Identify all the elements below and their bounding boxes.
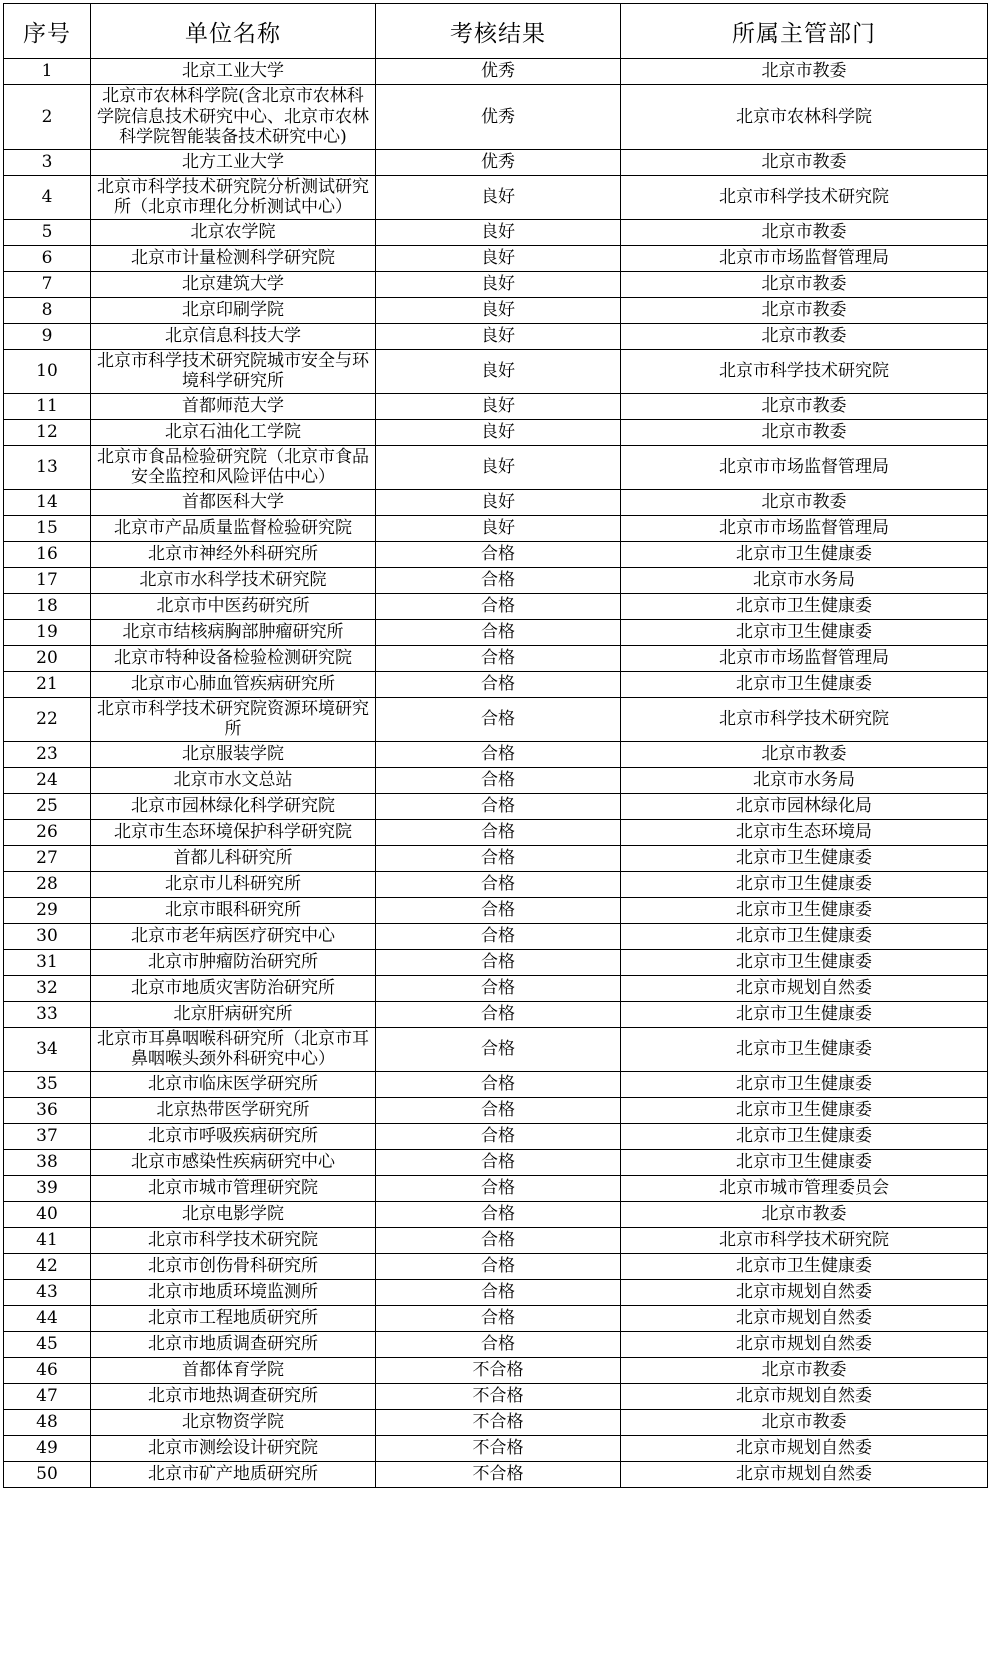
result-cell: 合格 bbox=[376, 1149, 621, 1175]
table-row bbox=[4, 489, 988, 515]
table-row bbox=[4, 1027, 988, 1071]
table-row bbox=[4, 1001, 988, 1027]
unit-name-cell: 北京印刷学院 bbox=[91, 297, 376, 323]
table-row bbox=[4, 349, 988, 393]
department-cell: 北京市市场监督管理局 bbox=[621, 515, 988, 541]
table-row bbox=[4, 1227, 988, 1253]
result-cell: 良好 bbox=[376, 489, 621, 515]
unit-name-cell: 北京市结核病胸部肿瘤研究所 bbox=[91, 619, 376, 645]
unit-name-cell: 北京市肿瘤防治研究所 bbox=[91, 949, 376, 975]
table-header-row bbox=[4, 4, 988, 59]
department-cell: 北京市教委 bbox=[621, 271, 988, 297]
department-cell: 北京市卫生健康委 bbox=[621, 1149, 988, 1175]
unit-name-cell: 北京市产品质量监督检验研究院 bbox=[91, 515, 376, 541]
department-cell: 北京市教委 bbox=[621, 149, 988, 175]
unit-name-cell: 北京电影学院 bbox=[91, 1201, 376, 1227]
row-number: 35 bbox=[4, 1071, 91, 1097]
result-cell: 合格 bbox=[376, 619, 621, 645]
result-cell: 合格 bbox=[376, 1027, 621, 1071]
row-number: 30 bbox=[4, 923, 91, 949]
assessment-results-table bbox=[3, 3, 988, 1488]
unit-name-cell: 北京市城市管理研究院 bbox=[91, 1175, 376, 1201]
unit-name-cell: 北京市特种设备检验检测研究院 bbox=[91, 645, 376, 671]
table-row bbox=[4, 1305, 988, 1331]
table-row bbox=[4, 1123, 988, 1149]
table-row bbox=[4, 845, 988, 871]
department-cell: 北京市园林绿化局 bbox=[621, 793, 988, 819]
table-row bbox=[4, 541, 988, 567]
row-number: 40 bbox=[4, 1201, 91, 1227]
table-row bbox=[4, 567, 988, 593]
department-cell: 北京市卫生健康委 bbox=[621, 1027, 988, 1071]
department-cell: 北京市教委 bbox=[621, 323, 988, 349]
department-cell: 北京市科学技术研究院 bbox=[621, 349, 988, 393]
result-cell: 良好 bbox=[376, 245, 621, 271]
result-cell: 良好 bbox=[376, 515, 621, 541]
department-cell: 北京市教委 bbox=[621, 741, 988, 767]
department-cell: 北京市规划自然委 bbox=[621, 1305, 988, 1331]
result-cell: 合格 bbox=[376, 645, 621, 671]
result-cell: 合格 bbox=[376, 1123, 621, 1149]
table-row bbox=[4, 1357, 988, 1383]
result-cell: 合格 bbox=[376, 923, 621, 949]
result-cell: 不合格 bbox=[376, 1383, 621, 1409]
table-row bbox=[4, 1175, 988, 1201]
result-cell: 优秀 bbox=[376, 59, 621, 85]
department-cell: 北京市城市管理委员会 bbox=[621, 1175, 988, 1201]
table-row bbox=[4, 1071, 988, 1097]
row-number: 27 bbox=[4, 845, 91, 871]
result-cell: 合格 bbox=[376, 697, 621, 741]
result-cell: 合格 bbox=[376, 1201, 621, 1227]
department-cell: 北京市卫生健康委 bbox=[621, 619, 988, 645]
row-number: 3 bbox=[4, 149, 91, 175]
table-row bbox=[4, 819, 988, 845]
department-cell: 北京市教委 bbox=[621, 1409, 988, 1435]
result-cell: 良好 bbox=[376, 349, 621, 393]
header-result: 考核结果 bbox=[376, 4, 621, 59]
result-cell: 不合格 bbox=[376, 1461, 621, 1487]
result-cell: 合格 bbox=[376, 567, 621, 593]
row-number: 17 bbox=[4, 567, 91, 593]
result-cell: 合格 bbox=[376, 1331, 621, 1357]
unit-name-cell: 北京市农林科学院(含北京市农林科学院信息技术研究中心、北京市农林科学院智能装备技术研究中心) bbox=[91, 85, 376, 150]
unit-name-cell: 首都体育学院 bbox=[91, 1357, 376, 1383]
table-row bbox=[4, 219, 988, 245]
table-row bbox=[4, 175, 988, 219]
department-cell: 北京市水务局 bbox=[621, 767, 988, 793]
unit-name-cell: 北京市科学技术研究院分析测试研究所（北京市理化分析测试中心） bbox=[91, 175, 376, 219]
result-cell: 合格 bbox=[376, 1253, 621, 1279]
table-row bbox=[4, 149, 988, 175]
header-no: 序号 bbox=[4, 4, 91, 59]
unit-name-cell: 北京市感染性疾病研究中心 bbox=[91, 1149, 376, 1175]
table-row bbox=[4, 975, 988, 1001]
unit-name-cell: 北京热带医学研究所 bbox=[91, 1097, 376, 1123]
table-row bbox=[4, 393, 988, 419]
department-cell: 北京市卫生健康委 bbox=[621, 949, 988, 975]
header-department: 所属主管部门 bbox=[621, 4, 988, 59]
department-cell: 北京市卫生健康委 bbox=[621, 671, 988, 697]
row-number: 6 bbox=[4, 245, 91, 271]
result-cell: 合格 bbox=[376, 1305, 621, 1331]
result-cell: 合格 bbox=[376, 949, 621, 975]
row-number: 5 bbox=[4, 219, 91, 245]
table-row bbox=[4, 923, 988, 949]
result-cell: 合格 bbox=[376, 975, 621, 1001]
department-cell: 北京市规划自然委 bbox=[621, 1383, 988, 1409]
department-cell: 北京市卫生健康委 bbox=[621, 541, 988, 567]
row-number: 32 bbox=[4, 975, 91, 1001]
department-cell: 北京市卫生健康委 bbox=[621, 1097, 988, 1123]
table-row bbox=[4, 445, 988, 489]
table-row bbox=[4, 1409, 988, 1435]
table-row bbox=[4, 871, 988, 897]
row-number: 16 bbox=[4, 541, 91, 567]
table-row bbox=[4, 323, 988, 349]
department-cell: 北京市卫生健康委 bbox=[621, 923, 988, 949]
result-cell: 良好 bbox=[376, 271, 621, 297]
table-row bbox=[4, 1201, 988, 1227]
unit-name-cell: 首都师范大学 bbox=[91, 393, 376, 419]
result-cell: 优秀 bbox=[376, 85, 621, 150]
result-cell: 良好 bbox=[376, 445, 621, 489]
unit-name-cell: 北京肝病研究所 bbox=[91, 1001, 376, 1027]
row-number: 33 bbox=[4, 1001, 91, 1027]
unit-name-cell: 北京农学院 bbox=[91, 219, 376, 245]
result-cell: 不合格 bbox=[376, 1357, 621, 1383]
unit-name-cell: 北京市测绘设计研究院 bbox=[91, 1435, 376, 1461]
row-number: 45 bbox=[4, 1331, 91, 1357]
row-number: 31 bbox=[4, 949, 91, 975]
row-number: 41 bbox=[4, 1227, 91, 1253]
row-number: 37 bbox=[4, 1123, 91, 1149]
row-number: 12 bbox=[4, 419, 91, 445]
row-number: 36 bbox=[4, 1097, 91, 1123]
result-cell: 良好 bbox=[376, 323, 621, 349]
row-number: 20 bbox=[4, 645, 91, 671]
department-cell: 北京市教委 bbox=[621, 1201, 988, 1227]
result-cell: 合格 bbox=[376, 671, 621, 697]
result-cell: 良好 bbox=[376, 175, 621, 219]
unit-name-cell: 北京市地热调查研究所 bbox=[91, 1383, 376, 1409]
result-cell: 良好 bbox=[376, 419, 621, 445]
row-number: 1 bbox=[4, 59, 91, 85]
department-cell: 北京市教委 bbox=[621, 219, 988, 245]
table-row bbox=[4, 767, 988, 793]
row-number: 13 bbox=[4, 445, 91, 489]
result-cell: 合格 bbox=[376, 1227, 621, 1253]
department-cell: 北京市卫生健康委 bbox=[621, 593, 988, 619]
department-cell: 北京市卫生健康委 bbox=[621, 1071, 988, 1097]
result-cell: 合格 bbox=[376, 897, 621, 923]
row-number: 14 bbox=[4, 489, 91, 515]
result-cell: 不合格 bbox=[376, 1409, 621, 1435]
table-row bbox=[4, 949, 988, 975]
row-number: 44 bbox=[4, 1305, 91, 1331]
result-cell: 合格 bbox=[376, 1279, 621, 1305]
table-body bbox=[4, 59, 988, 1488]
table-row bbox=[4, 741, 988, 767]
unit-name-cell: 北京市地质环境监测所 bbox=[91, 1279, 376, 1305]
unit-name-cell: 北京市食品检验研究院（北京市食品安全监控和风险评估中心） bbox=[91, 445, 376, 489]
unit-name-cell: 北京市科学技术研究院资源环境研究所 bbox=[91, 697, 376, 741]
row-number: 39 bbox=[4, 1175, 91, 1201]
table-row bbox=[4, 1097, 988, 1123]
result-cell: 合格 bbox=[376, 871, 621, 897]
table-row bbox=[4, 619, 988, 645]
unit-name-cell: 北京市地质灾害防治研究所 bbox=[91, 975, 376, 1001]
unit-name-cell: 北京市计量检测科学研究院 bbox=[91, 245, 376, 271]
unit-name-cell: 北京市创伤骨科研究所 bbox=[91, 1253, 376, 1279]
unit-name-cell: 首都医科大学 bbox=[91, 489, 376, 515]
row-number: 42 bbox=[4, 1253, 91, 1279]
department-cell: 北京市市场监督管理局 bbox=[621, 645, 988, 671]
row-number: 48 bbox=[4, 1409, 91, 1435]
unit-name-cell: 北京工业大学 bbox=[91, 59, 376, 85]
result-cell: 合格 bbox=[376, 1071, 621, 1097]
table-row bbox=[4, 1253, 988, 1279]
unit-name-cell: 北京市神经外科研究所 bbox=[91, 541, 376, 567]
unit-name-cell: 北京市地质调查研究所 bbox=[91, 1331, 376, 1357]
table-row bbox=[4, 1435, 988, 1461]
table-row bbox=[4, 645, 988, 671]
unit-name-cell: 北京石油化工学院 bbox=[91, 419, 376, 445]
row-number: 43 bbox=[4, 1279, 91, 1305]
unit-name-cell: 北京市水科学技术研究院 bbox=[91, 567, 376, 593]
result-cell: 合格 bbox=[376, 1097, 621, 1123]
department-cell: 北京市教委 bbox=[621, 489, 988, 515]
table-row bbox=[4, 515, 988, 541]
unit-name-cell: 北京市中医药研究所 bbox=[91, 593, 376, 619]
row-number: 34 bbox=[4, 1027, 91, 1071]
unit-name-cell: 北京物资学院 bbox=[91, 1409, 376, 1435]
table-row bbox=[4, 59, 988, 85]
row-number: 4 bbox=[4, 175, 91, 219]
row-number: 11 bbox=[4, 393, 91, 419]
row-number: 25 bbox=[4, 793, 91, 819]
row-number: 21 bbox=[4, 671, 91, 697]
table-row bbox=[4, 897, 988, 923]
table-row bbox=[4, 1461, 988, 1487]
department-cell: 北京市卫生健康委 bbox=[621, 845, 988, 871]
unit-name-cell: 北京市科学技术研究院 bbox=[91, 1227, 376, 1253]
unit-name-cell: 北京建筑大学 bbox=[91, 271, 376, 297]
row-number: 38 bbox=[4, 1149, 91, 1175]
unit-name-cell: 北京信息科技大学 bbox=[91, 323, 376, 349]
unit-name-cell: 北京市园林绿化科学研究院 bbox=[91, 793, 376, 819]
row-number: 2 bbox=[4, 85, 91, 150]
table-row bbox=[4, 1331, 988, 1357]
row-number: 29 bbox=[4, 897, 91, 923]
table-row bbox=[4, 593, 988, 619]
unit-name-cell: 北方工业大学 bbox=[91, 149, 376, 175]
row-number: 9 bbox=[4, 323, 91, 349]
department-cell: 北京市教委 bbox=[621, 393, 988, 419]
table-row bbox=[4, 1383, 988, 1409]
department-cell: 北京市市场监督管理局 bbox=[621, 245, 988, 271]
row-number: 26 bbox=[4, 819, 91, 845]
unit-name-cell: 北京市水文总站 bbox=[91, 767, 376, 793]
department-cell: 北京市生态环境局 bbox=[621, 819, 988, 845]
unit-name-cell: 北京市耳鼻咽喉科研究所（北京市耳鼻咽喉头颈外科研究中心） bbox=[91, 1027, 376, 1071]
unit-name-cell: 北京服装学院 bbox=[91, 741, 376, 767]
department-cell: 北京市卫生健康委 bbox=[621, 1253, 988, 1279]
unit-name-cell: 北京市眼科研究所 bbox=[91, 897, 376, 923]
result-cell: 合格 bbox=[376, 593, 621, 619]
table-row bbox=[4, 793, 988, 819]
row-number: 28 bbox=[4, 871, 91, 897]
unit-name-cell: 北京市生态环境保护科学研究院 bbox=[91, 819, 376, 845]
department-cell: 北京市卫生健康委 bbox=[621, 871, 988, 897]
department-cell: 北京市教委 bbox=[621, 297, 988, 323]
department-cell: 北京市教委 bbox=[621, 59, 988, 85]
unit-name-cell: 北京市心肺血管疾病研究所 bbox=[91, 671, 376, 697]
row-number: 18 bbox=[4, 593, 91, 619]
result-cell: 合格 bbox=[376, 845, 621, 871]
department-cell: 北京市规划自然委 bbox=[621, 1435, 988, 1461]
table-row bbox=[4, 297, 988, 323]
department-cell: 北京市科学技术研究院 bbox=[621, 175, 988, 219]
table-row bbox=[4, 1149, 988, 1175]
result-cell: 合格 bbox=[376, 541, 621, 567]
table-row bbox=[4, 85, 988, 150]
unit-name-cell: 北京市工程地质研究所 bbox=[91, 1305, 376, 1331]
result-cell: 合格 bbox=[376, 1175, 621, 1201]
department-cell: 北京市规划自然委 bbox=[621, 975, 988, 1001]
unit-name-cell: 北京市矿产地质研究所 bbox=[91, 1461, 376, 1487]
table-row bbox=[4, 1279, 988, 1305]
row-number: 19 bbox=[4, 619, 91, 645]
result-cell: 合格 bbox=[376, 767, 621, 793]
department-cell: 北京市规划自然委 bbox=[621, 1279, 988, 1305]
row-number: 47 bbox=[4, 1383, 91, 1409]
department-cell: 北京市科学技术研究院 bbox=[621, 1227, 988, 1253]
result-cell: 良好 bbox=[376, 219, 621, 245]
row-number: 24 bbox=[4, 767, 91, 793]
row-number: 46 bbox=[4, 1357, 91, 1383]
result-cell: 不合格 bbox=[376, 1435, 621, 1461]
table-row bbox=[4, 245, 988, 271]
unit-name-cell: 北京市老年病医疗研究中心 bbox=[91, 923, 376, 949]
result-cell: 合格 bbox=[376, 819, 621, 845]
row-number: 8 bbox=[4, 297, 91, 323]
unit-name-cell: 首都儿科研究所 bbox=[91, 845, 376, 871]
table-row bbox=[4, 671, 988, 697]
department-cell: 北京市教委 bbox=[621, 419, 988, 445]
table-row bbox=[4, 697, 988, 741]
row-number: 7 bbox=[4, 271, 91, 297]
row-number: 15 bbox=[4, 515, 91, 541]
department-cell: 北京市水务局 bbox=[621, 567, 988, 593]
department-cell: 北京市卫生健康委 bbox=[621, 1001, 988, 1027]
department-cell: 北京市科学技术研究院 bbox=[621, 697, 988, 741]
department-cell: 北京市市场监督管理局 bbox=[621, 445, 988, 489]
unit-name-cell: 北京市儿科研究所 bbox=[91, 871, 376, 897]
row-number: 22 bbox=[4, 697, 91, 741]
department-cell: 北京市规划自然委 bbox=[621, 1461, 988, 1487]
result-cell: 良好 bbox=[376, 297, 621, 323]
unit-name-cell: 北京市科学技术研究院城市安全与环境科学研究所 bbox=[91, 349, 376, 393]
department-cell: 北京市教委 bbox=[621, 1357, 988, 1383]
department-cell: 北京市卫生健康委 bbox=[621, 1123, 988, 1149]
department-cell: 北京市卫生健康委 bbox=[621, 897, 988, 923]
row-number: 49 bbox=[4, 1435, 91, 1461]
department-cell: 北京市规划自然委 bbox=[621, 1331, 988, 1357]
row-number: 10 bbox=[4, 349, 91, 393]
result-cell: 良好 bbox=[376, 393, 621, 419]
result-cell: 优秀 bbox=[376, 149, 621, 175]
table-row bbox=[4, 419, 988, 445]
row-number: 50 bbox=[4, 1461, 91, 1487]
result-cell: 合格 bbox=[376, 793, 621, 819]
table-row bbox=[4, 271, 988, 297]
row-number: 23 bbox=[4, 741, 91, 767]
result-cell: 合格 bbox=[376, 741, 621, 767]
header-unit-name: 单位名称 bbox=[91, 4, 376, 59]
result-cell: 合格 bbox=[376, 1001, 621, 1027]
department-cell: 北京市农林科学院 bbox=[621, 85, 988, 150]
unit-name-cell: 北京市临床医学研究所 bbox=[91, 1071, 376, 1097]
unit-name-cell: 北京市呼吸疾病研究所 bbox=[91, 1123, 376, 1149]
